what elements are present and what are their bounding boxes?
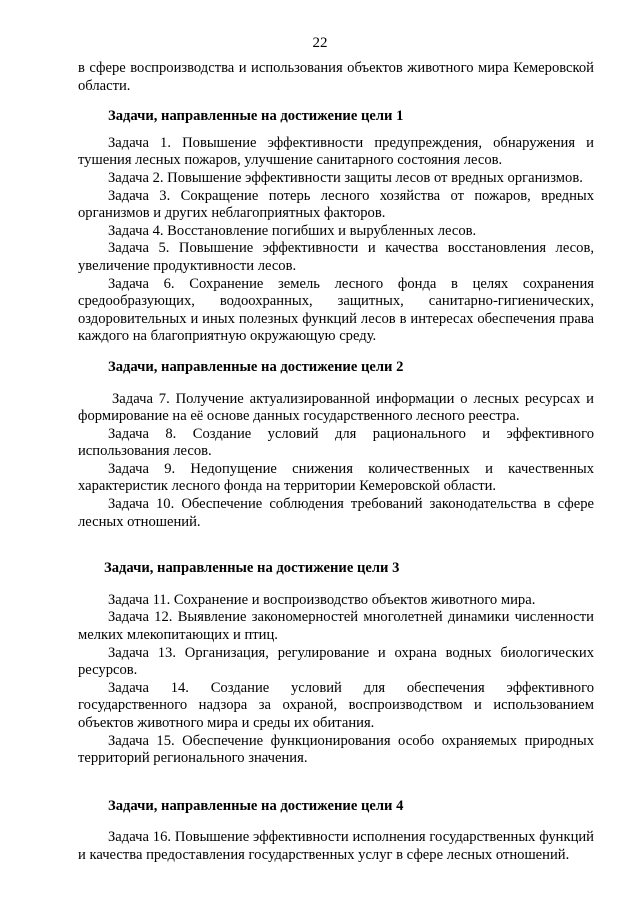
- goal-2-heading: Задачи, направленные на достижение цели 2: [108, 358, 404, 375]
- task-3: Задача 3. Сокращение потерь лесного хозяйства от пожаров, вредных организмов и других неблагоприятных факторов.: [78, 187, 594, 222]
- page-number: 22: [312, 35, 328, 51]
- task-9: Задача 9. Недопущение снижения количественных и качественных характеристик лесного фонда на территории Кемеровской области.: [78, 460, 594, 495]
- task-14: Задача 14. Создание условий для обеспечения эффективного государственного надзора за охраной, воспроизводством и использованием объектов животного мира и среды их обитания.: [78, 679, 594, 731]
- goal-2-section: [78, 359, 594, 531]
- task-8: Задача 8. Создание условий для рационального и эффективного использования лесов.: [78, 425, 594, 460]
- task-12: Задача 12. Выявление закономерностей многолетней динамики численности мелких млекопитающих и птиц.: [78, 609, 594, 644]
- goal-3-section: [78, 560, 594, 768]
- task-13: Задача 13. Организация, регулирование и охрана водных биологических ресурсов.: [78, 644, 594, 679]
- task-16: Задача 16. Повышение эффективности исполнения государственных функций и качества предоставления государственных услуг в сфере лесных отношений.: [78, 829, 594, 863]
- task-6: Задача 6. Сохранение земель лесного фонда в целях сохранения средообразующих, водоохранных, защитных, санитарно-гигиенических, оздоровительных и иных полезных функций лесов в интересах обеспечения права каждого на благоприятную окружающую среду.: [78, 275, 594, 345]
- goal-3-heading: Задачи, направленные на достижение цели 3: [104, 560, 400, 577]
- task-1: Задача 1. Повышение эффективности предупреждения, обнаружения и тушения лесных пожаров, улучшение санитарного состояния лесов.: [78, 134, 594, 169]
- task-10: Задача 10. Обеспечение соблюдения требований законодательства в сфере лесных отношений.: [78, 496, 594, 530]
- task-11: Задача 11. Сохранение и воспроизводство объектов животного мира.: [108, 591, 536, 608]
- goal-1-section: [78, 108, 594, 346]
- goal-4-heading: Задачи, направленные на достижение цели 4: [108, 797, 404, 814]
- goal-1-heading: Задачи, направленные на достижение цели 1: [108, 108, 404, 125]
- task-5: Задача 5. Повышение эффективности и качества восстановления лесов, увеличение продуктивности лесов.: [78, 240, 594, 274]
- task-7: Задача 7. Получение актуализированной информации о лесных ресурсах и формирование на её основе данных государственного лесного реестра.: [78, 390, 594, 425]
- goal-4-section: [78, 798, 594, 865]
- task-4: Задача 4. Восстановление погибших и вырубленных лесов.: [108, 222, 477, 239]
- task-15: Задача 15. Обеспечение функционирования особо охраняемых природных территорий регионального значения.: [78, 732, 594, 767]
- task-2: Задача 2. Повышение эффективности защиты лесов от вредных организмов.: [108, 169, 583, 186]
- intro-paragraph: в сфере воспроизводства и использования объектов животного мира Кемеровской области.: [78, 60, 594, 94]
- document-body: [78, 60, 594, 865]
